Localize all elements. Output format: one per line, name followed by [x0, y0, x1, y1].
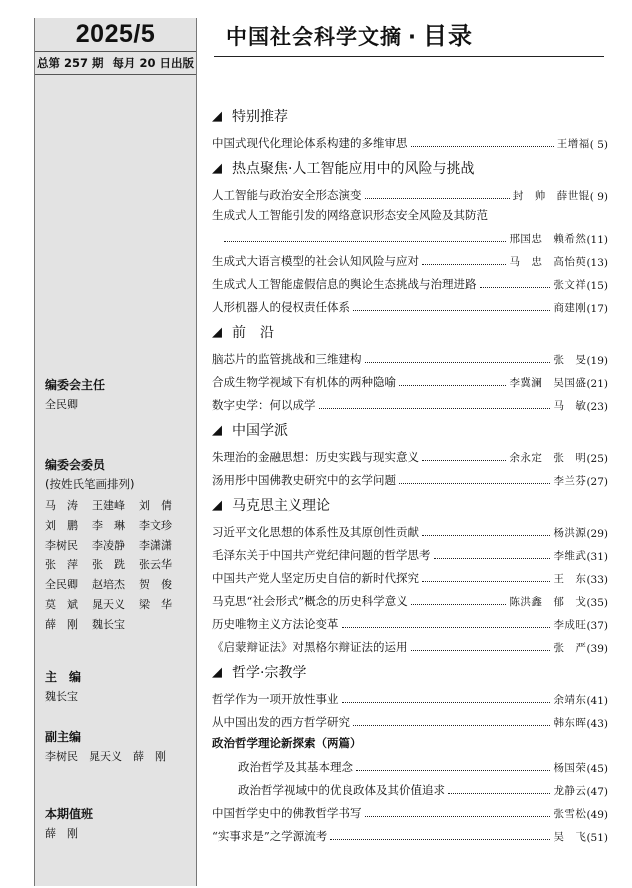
toc-entry[interactable] — [212, 707, 608, 730]
article-title: 汤用彤中国佛教史研究中的玄学问题 — [212, 473, 396, 487]
article-title: 合成生物学视域下有机体的两种隐喻 — [212, 375, 396, 389]
article-authors: 马 忠 高怡萸 — [509, 256, 587, 268]
toc-entry[interactable] — [212, 684, 608, 707]
member-name: 马 涛 — [45, 499, 78, 512]
member-name: 李凌静 — [92, 538, 125, 552]
article-title: 中国哲学史中的佛教哲学书写 — [212, 806, 362, 820]
member-name: 晁天义 — [92, 597, 125, 611]
article-title: 中国共产党人坚定历史自信的新时代探究 — [212, 571, 419, 585]
dot-leader — [319, 408, 551, 409]
article-authors: 杨国荣 — [553, 762, 587, 774]
article-authors: 杨洪源 — [553, 527, 587, 539]
article-title: 生成式人工智能虚假信息的舆论生态挑战与治理进路 — [212, 277, 477, 291]
article-authors: 李冀澜 吴国盛 — [509, 377, 587, 389]
toc-subheading: 政治哲学理论新探索（两篇） — [212, 736, 362, 750]
article-authors: 张文祥 — [553, 279, 587, 291]
section-heading — [212, 104, 608, 128]
article-title: 政治哲学及其基本理念 — [238, 760, 353, 774]
section-title: 热点聚焦·人工智能应用中的风险与挑战 — [232, 161, 475, 177]
issue-number: 2025/5 — [35, 18, 196, 52]
issue-meta — [35, 52, 196, 74]
editor-block — [45, 670, 81, 705]
article-title: 脑芯片的监管挑战和三维建构 — [212, 352, 362, 366]
magazine-name: 中国社会科学文摘 — [226, 25, 402, 49]
section-triangle-icon: ◢ — [212, 422, 222, 438]
toc-entry[interactable] — [212, 203, 608, 223]
member-name: 梁 华 — [139, 597, 172, 611]
member-name: 王建峰 — [92, 499, 125, 512]
article-title: 生成式人工智能引发的网络意识形态安全风险及其防范 — [212, 208, 488, 222]
dot-leader — [224, 241, 506, 242]
article-title: 生成式大语言模型的社会认知风险与应对 — [212, 254, 419, 268]
article-authors: 陈洪鑫 郁 戈 — [509, 596, 587, 608]
article-authors: 张 旻 — [553, 354, 587, 366]
chair-name: 全民卿 — [45, 398, 78, 411]
toc-entry[interactable] — [212, 269, 608, 292]
toc-entry[interactable] — [212, 465, 608, 488]
toc-entry[interactable] — [212, 540, 608, 563]
article-authors: 王 东 — [553, 573, 587, 585]
article-title: 习近平文化思想的体系性及其原创性贡献 — [212, 525, 419, 539]
page-number: (15) — [586, 280, 608, 292]
article-authors: 马 敏 — [553, 400, 587, 412]
dot-leader — [342, 702, 551, 703]
deputy-title: 副主编 — [45, 730, 82, 744]
member-name: 莫 斌 — [45, 597, 78, 611]
page-number: (25) — [586, 453, 608, 465]
article-title: 哲学作为一项开放性事业 — [212, 692, 339, 706]
toc-entry[interactable] — [212, 180, 608, 203]
section-heading — [212, 660, 608, 684]
section-title: 前 沿 — [232, 325, 274, 341]
dot-leader — [353, 725, 550, 726]
page-number: (29) — [586, 528, 608, 540]
dot-leader — [422, 460, 506, 461]
section-heading — [212, 418, 608, 442]
toc-entry[interactable] — [212, 367, 608, 390]
editorial-sidebar — [34, 18, 197, 886]
page-number: (51) — [586, 832, 608, 844]
editor-title: 主 编 — [45, 670, 82, 684]
toc-entry[interactable] — [212, 128, 608, 151]
member-name: 魏长宝 — [92, 617, 125, 631]
dot-leader — [342, 627, 551, 628]
member-name: 刘 鹏 — [45, 518, 78, 532]
title-separator: · — [408, 25, 417, 49]
toc-entry[interactable] — [212, 442, 608, 465]
page-number: (19) — [586, 355, 608, 367]
article-authors: 商建刚 — [553, 302, 587, 314]
toc-entry[interactable] — [212, 563, 608, 586]
table-of-contents — [212, 104, 608, 844]
toc-entry[interactable] — [212, 390, 608, 413]
page-number: (45) — [586, 763, 608, 775]
member-name: 赵培杰 — [92, 578, 125, 592]
article-title: 政治哲学视域中的优良政体及其价值追求 — [238, 783, 445, 797]
page-number: (17) — [586, 303, 608, 315]
members-note: (按姓氏笔画排列) — [45, 477, 135, 491]
article-authors: 吴 飞 — [553, 831, 587, 843]
article-title: 马克思“社会形式”概念的历史科学意义 — [212, 594, 408, 608]
chair-title: 编委会主任 — [45, 378, 106, 392]
dot-leader — [411, 146, 554, 147]
dot-leader — [434, 558, 551, 559]
section-triangle-icon: ◢ — [212, 324, 222, 340]
editor-name: 魏长宝 — [45, 690, 78, 703]
member-name: 刘 倩 — [139, 499, 172, 512]
toc-entry[interactable] — [212, 246, 608, 269]
dot-leader — [422, 581, 550, 582]
toc-entry[interactable] — [212, 223, 608, 246]
dot-leader — [365, 362, 551, 363]
duty-name: 薛 刚 — [45, 827, 78, 840]
section-heading — [212, 156, 608, 180]
section-triangle-icon: ◢ — [212, 664, 222, 680]
member-names — [45, 496, 186, 635]
page-number: (49) — [586, 809, 608, 821]
dot-leader — [330, 839, 550, 840]
members-block — [45, 458, 186, 635]
page-number: (33) — [586, 574, 608, 586]
member-name: 张 跣 — [92, 558, 125, 572]
article-title: 朱理治的金融思想：历史实践与现实意义 — [212, 450, 419, 464]
article-title: 历史唯物主义方法论变革 — [212, 617, 339, 631]
article-authors: 王增福 — [556, 138, 590, 150]
dot-leader — [422, 535, 550, 536]
duty-title: 本期值班 — [45, 807, 94, 821]
article-authors: 韩东晖 — [553, 717, 587, 729]
masthead — [214, 20, 604, 57]
article-title: 《启蒙辩证法》对黑格尔辩证法的运用 — [212, 640, 408, 654]
dot-leader — [399, 385, 506, 386]
member-name: 张 萍 — [45, 558, 78, 572]
page-number: ( 9) — [589, 191, 608, 203]
toc-entry[interactable] — [212, 586, 608, 609]
article-authors: 张 严 — [553, 642, 587, 654]
publish-schedule: 每月 20 日出版 — [112, 56, 195, 70]
section-triangle-icon: ◢ — [212, 160, 222, 176]
chair-block — [45, 378, 105, 413]
article-authors: 龙静云 — [553, 785, 587, 797]
article-title: 人形机器人的侵权责任体系 — [212, 300, 350, 314]
section-title: 中国学派 — [232, 423, 288, 439]
section-triangle-icon: ◢ — [212, 108, 222, 124]
toc-entry[interactable] — [212, 632, 608, 655]
toc-entry[interactable] — [212, 775, 608, 798]
toc-entry[interactable] — [212, 609, 608, 632]
sidebar-divider — [35, 74, 196, 75]
page-number: (27) — [586, 476, 608, 488]
toc-entry[interactable] — [212, 517, 608, 540]
article-authors: 邢国忠 赖希然 — [509, 233, 587, 245]
article-title: 从中国出发的西方哲学研究 — [212, 715, 350, 729]
dot-leader — [353, 310, 550, 311]
deputy-names: 李树民 晁天义 薛 刚 — [45, 750, 166, 763]
member-name: 李文珍 — [139, 518, 172, 532]
magazine-title — [226, 20, 473, 52]
section-heading — [212, 493, 608, 517]
toc-entry[interactable] — [212, 821, 608, 844]
article-title: 中国式现代化理论体系构建的多维审思 — [212, 136, 408, 150]
dot-leader — [356, 770, 550, 771]
article-title: 人工智能与政治安全形态演变 — [212, 188, 362, 202]
dot-leader — [399, 483, 550, 484]
duty-block — [45, 807, 93, 842]
dot-leader — [365, 198, 510, 199]
article-authors: 李成旺 — [553, 619, 587, 631]
toc-entry[interactable] — [212, 344, 608, 367]
member-name: 全民卿 — [45, 578, 78, 592]
section-title: 哲学·宗教学 — [232, 665, 307, 681]
deputy-block — [45, 730, 166, 765]
section-triangle-icon: ◢ — [212, 497, 222, 513]
article-authors: 余永定 张 明 — [509, 452, 587, 464]
dot-leader — [365, 816, 551, 817]
page-number: (11) — [586, 234, 608, 246]
dot-leader — [411, 604, 507, 605]
article-title: 毛泽东关于中国共产党纪律问题的哲学思考 — [212, 548, 431, 562]
member-name: 李 琳 — [92, 518, 125, 532]
article-title: “实事求是”之学源流考 — [212, 829, 328, 843]
section-heading — [212, 320, 608, 344]
page-number: (39) — [586, 643, 608, 655]
page-number: (23) — [586, 401, 608, 413]
toc-entry[interactable] — [212, 292, 608, 315]
issue-serial: 总第 257 期 — [37, 56, 104, 70]
page-number: (47) — [586, 786, 608, 798]
page-number: (43) — [586, 718, 608, 730]
dot-leader — [448, 793, 550, 794]
article-authors: 李兰芬 — [553, 475, 587, 487]
dot-leader — [480, 287, 551, 288]
article-authors: 李维武 — [553, 550, 587, 562]
page-number: (13) — [586, 257, 608, 269]
member-name: 李潇潇 — [139, 538, 172, 552]
section-title: 马克思主义理论 — [232, 498, 330, 514]
article-authors: 封 帅 薛世锟 — [512, 190, 590, 202]
member-name: 薛 刚 — [45, 617, 78, 631]
page-number: (41) — [586, 695, 608, 707]
article-authors: 张雪松 — [553, 808, 587, 820]
dot-leader — [422, 264, 506, 265]
toc-entry[interactable] — [212, 752, 608, 775]
member-name: 张云华 — [139, 558, 172, 572]
toc-heading: 目录 — [422, 22, 473, 50]
toc-entry[interactable] — [212, 798, 608, 821]
article-title: 数字史学：何以成学 — [212, 398, 316, 412]
page-number: (37) — [586, 620, 608, 632]
page-number: (21) — [586, 378, 608, 390]
article-authors: 余靖东 — [553, 694, 587, 706]
member-name: 李树民 — [45, 538, 78, 552]
page-number: ( 5) — [589, 139, 608, 151]
member-name: 贺 俊 — [139, 578, 172, 592]
members-title: 编委会委员 — [45, 458, 106, 472]
section-title: 特别推荐 — [232, 109, 288, 125]
dot-leader — [411, 650, 551, 651]
page-number: (35) — [586, 597, 608, 609]
page-number: (31) — [586, 551, 608, 563]
